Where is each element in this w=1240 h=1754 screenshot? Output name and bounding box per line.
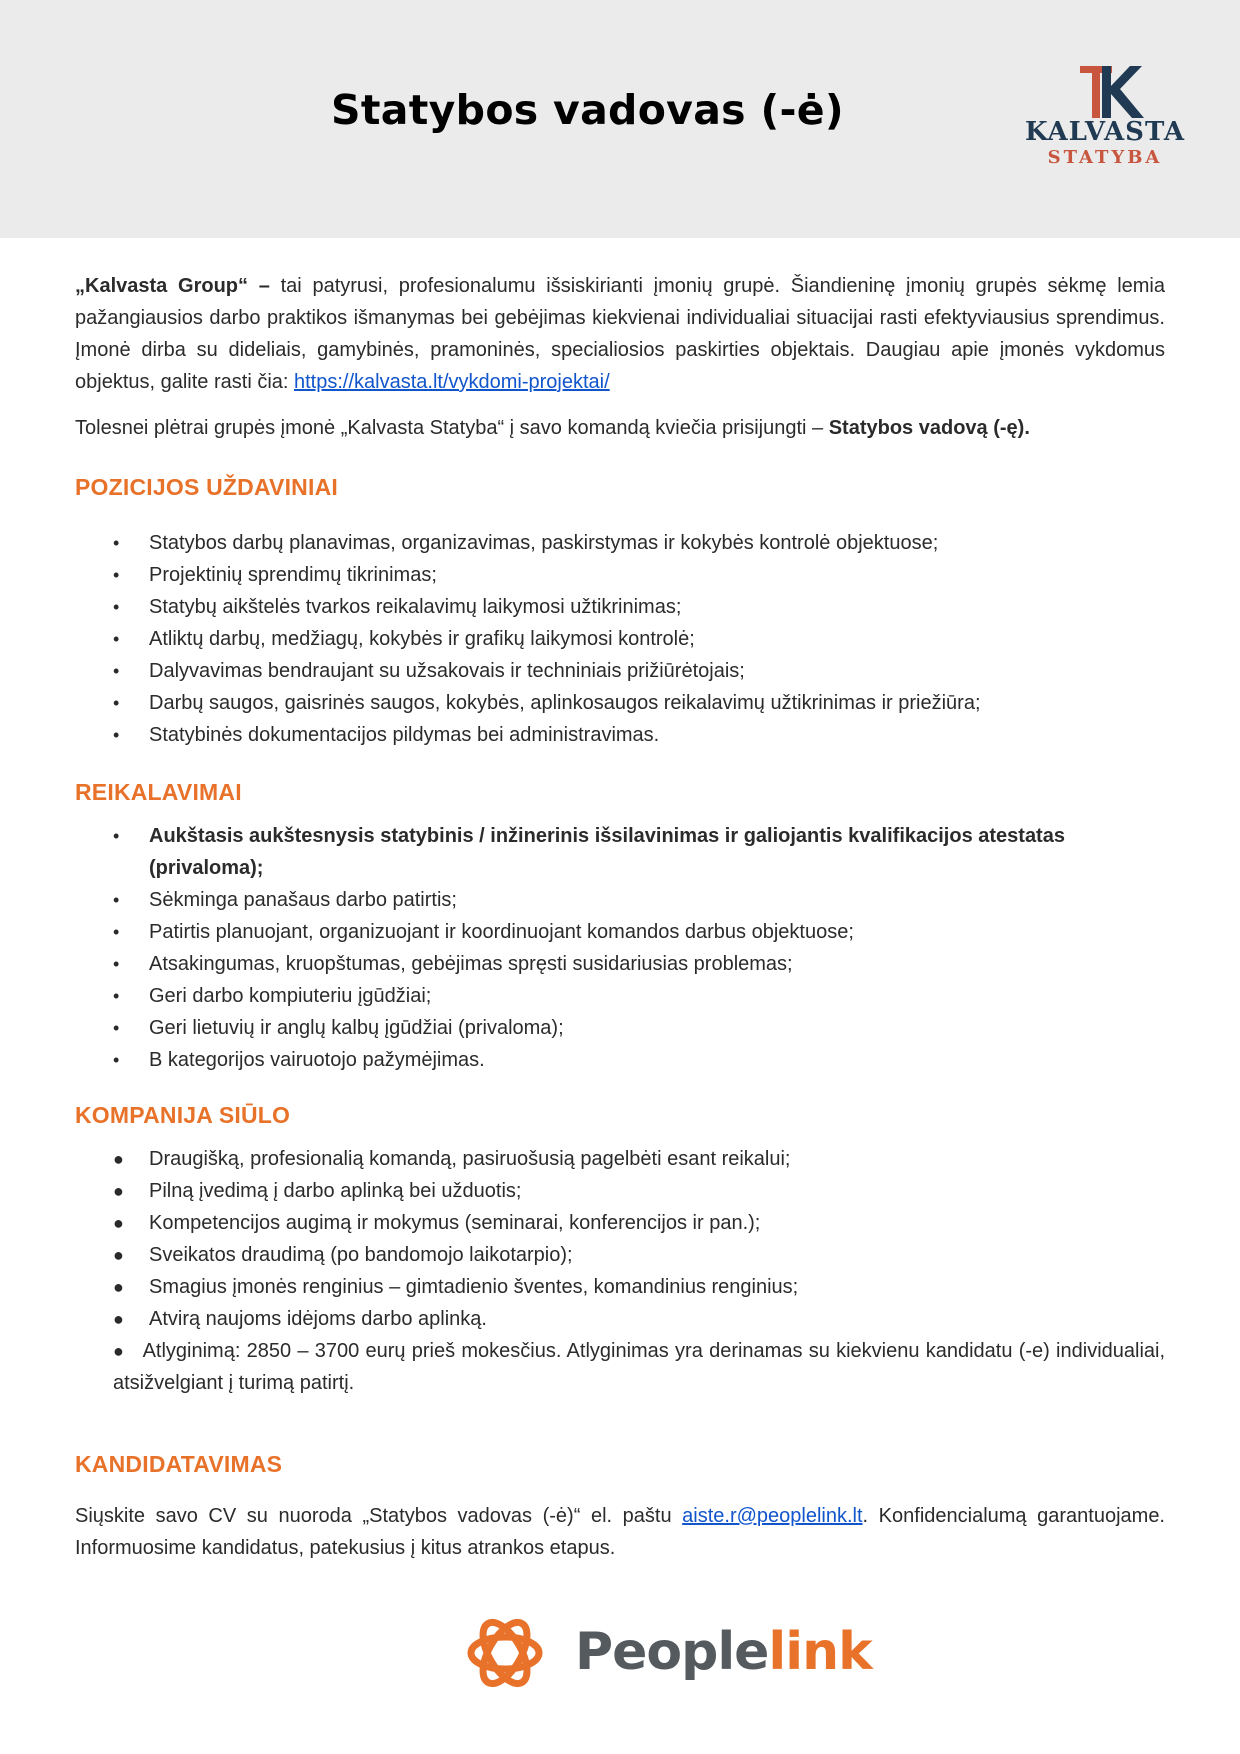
list-item: [75, 948, 1165, 980]
list-item-text: Sėkminga panašaus darbo patirtis;: [149, 889, 457, 911]
list-item-text: Patirtis planuojant, organizuojant ir koordinuojant komandos darbus objektuose;: [149, 921, 854, 943]
bullet-icon: ●: [113, 1181, 124, 1201]
list-item-text: Atliktų darbų, medžiagų, kokybės ir grafikų laikymosi kontrolė;: [149, 628, 695, 650]
document-body: [75, 270, 1165, 1564]
bullet-icon: •: [113, 597, 120, 617]
list-item-text: Draugišką, profesionalią komandą, pasiruošusią pagelbėti esant reikalui;: [149, 1148, 791, 1170]
peoplelink-knot-icon: [465, 1612, 545, 1694]
email-link[interactable]: aiste.r@peoplelink.lt: [682, 1505, 863, 1527]
bullet-icon: •: [113, 565, 120, 585]
offer-heading: KOMPANIJA SIŪLO: [75, 1102, 291, 1128]
list-item: [75, 527, 1165, 559]
list-item-text: Statybos darbų planavimas, organizavimas, paskirstymas ir kokybės kontrolė objektuose;: [149, 532, 939, 554]
list-item-text: Statybų aikštelės tvarkos reikalavimų laikymosi užtikrinimas;: [149, 596, 682, 618]
list-item-text: Smagius įmonės renginius – gimtadienio šventes, komandinius renginius;: [149, 1276, 799, 1298]
kalvasta-k-logo-icon: [1080, 66, 1150, 118]
list-item-text: Atsakingumas, kruopštumas, gebėjimas spręsti susidariusias problemas;: [149, 953, 793, 975]
list-item-text: Dalyvavimas bendraujant su užsakovais ir techniniais prižiūrėtojais;: [149, 660, 745, 682]
list-item: [75, 1303, 1165, 1335]
wordmark-people: People: [575, 1622, 769, 1682]
list-item-text: Atvirą naujoms idėjoms darbo aplinką.: [149, 1308, 487, 1330]
invitation-text: Tolesnei plėtrai grupės įmonė „Kalvasta Statyba“ į savo komandą kviečia prisijungti –: [75, 417, 829, 439]
list-item-text: Sveikatos draudimą (po bandomojo laikotarpio);: [149, 1244, 573, 1266]
wordmark-link: link: [768, 1622, 872, 1682]
bullet-icon: •: [113, 533, 120, 553]
company-name: „Kalvasta Group“ –: [75, 275, 270, 297]
tasks-list: [75, 527, 1165, 751]
list-item: [75, 655, 1165, 687]
bullet-icon: ●: [113, 1341, 125, 1361]
bullet-icon: ●: [113, 1245, 124, 1265]
intro-text: tai patyrusi, profesionalumu išsiskirianti įmonių grupė. Šiandieninę įmonių grupės sėkmę lemia pažangiausios darbo praktikos išmanymas bei gebėjimas kiekvienai individualiai situacijai rasti efektyviausius sprendimus. Įmonė dirba su dideliais, gamybinės, pramoninės, specialiosios paskirties objektais. Daugiau apie įmonės vykdomus objektus, galite rasti čia:: [75, 275, 1165, 393]
bullet-icon: •: [113, 890, 120, 910]
projects-link[interactable]: https://kalvasta.lt/vykdomi-projektai/: [294, 371, 610, 393]
list-item: [75, 884, 1165, 916]
list-item: [75, 820, 1165, 884]
kalvasta-logo-text: KALVASTA: [1024, 117, 1186, 147]
bullet-icon: •: [113, 725, 120, 745]
list-item: [75, 687, 1165, 719]
list-item: [75, 1175, 1165, 1207]
page-title: Statybos vadovas (-ė): [331, 86, 844, 134]
peoplelink-logo: [465, 1612, 872, 1702]
list-item: [75, 1143, 1165, 1175]
list-item: [75, 1239, 1165, 1271]
bullet-icon: ●: [113, 1277, 124, 1297]
bullet-icon: •: [113, 629, 120, 649]
list-item-text: Aukštasis aukštesnysis statybinis / inžinerinis išsilavinimas ir galiojantis kvalifikacijos atestatas (privaloma);: [149, 825, 1065, 879]
list-item: [75, 916, 1165, 948]
bullet-icon: •: [113, 826, 120, 846]
bullet-icon: ●: [113, 1213, 124, 1233]
list-item-text: Pilną įvedimą į darbo aplinką bei užduotis;: [149, 1180, 522, 1202]
apply-paragraph: [75, 1500, 1165, 1564]
list-item: [75, 719, 1165, 751]
apply-heading: KANDIDATAVIMAS: [75, 1451, 283, 1477]
bullet-icon: ●: [113, 1149, 124, 1169]
offer-list: [75, 1143, 1165, 1399]
list-item-text: Geri darbo kompiuteriu įgūdžiai;: [149, 985, 432, 1007]
page-header: [0, 0, 1240, 238]
tasks-heading: POZICIJOS UŽDAVINIAI: [75, 474, 338, 500]
list-item: [75, 1335, 1165, 1399]
bullet-icon: •: [113, 661, 120, 681]
list-item-text: Projektinių sprendimų tikrinimas;: [149, 564, 437, 586]
list-item: [75, 559, 1165, 591]
bullet-icon: •: [113, 986, 120, 1006]
bullet-icon: •: [113, 1018, 120, 1038]
list-item: [75, 1271, 1165, 1303]
list-item: [75, 591, 1165, 623]
list-item-text: Darbų saugos, gaisrinės saugos, kokybės, aplinkosaugos reikalavimų užtikrinimas ir priežiūra;: [149, 692, 981, 714]
list-item: [75, 1044, 1165, 1076]
bullet-icon: •: [113, 954, 120, 974]
bullet-icon: •: [113, 693, 120, 713]
bullet-icon: ●: [113, 1309, 124, 1329]
bullet-icon: •: [113, 922, 120, 942]
peoplelink-wordmark: [575, 1622, 872, 1682]
apply-text-end: . Konfidencialumą garantuojame. Informuosime kandidatus, patekusius į kitus atrankos etapus.: [75, 1505, 1165, 1559]
list-item-text: B kategorijos vairuotojo pažymėjimas.: [149, 1049, 485, 1071]
list-item: [75, 980, 1165, 1012]
list-item: [75, 1207, 1165, 1239]
position-name: Statybos vadovą (-ę).: [828, 417, 1030, 439]
requirements-list: [75, 820, 1165, 1076]
invitation-paragraph: [75, 412, 1165, 444]
apply-text: Siųskite savo CV su nuoroda „Statybos vadovas (-ė)“ el. paštu: [75, 1505, 683, 1527]
list-item: [75, 1012, 1165, 1044]
list-item-text: Atlyginimą: 2850 – 3700 eurų prieš mokesčius. Atlyginimas yra derinamas su kiekvienu kandidatu (-e) individualiai, atsižvelgiant į turimą patirtį.: [113, 1340, 1166, 1394]
intro-paragraph: [75, 270, 1165, 398]
bullet-icon: •: [113, 1050, 120, 1070]
list-item-text: Statybinės dokumentacijos pildymas bei administravimas.: [149, 724, 660, 746]
list-item: [75, 623, 1165, 655]
list-item-text: Kompetencijos augimą ir mokymus (seminarai, konferencijos ir pan.);: [149, 1212, 761, 1234]
list-item-text: Geri lietuvių ir anglų kalbų įgūdžiai (privaloma);: [149, 1017, 564, 1039]
requirements-heading: REIKALAVIMAI: [75, 779, 242, 805]
statyba-logo-text: STATYBA: [1047, 147, 1163, 168]
